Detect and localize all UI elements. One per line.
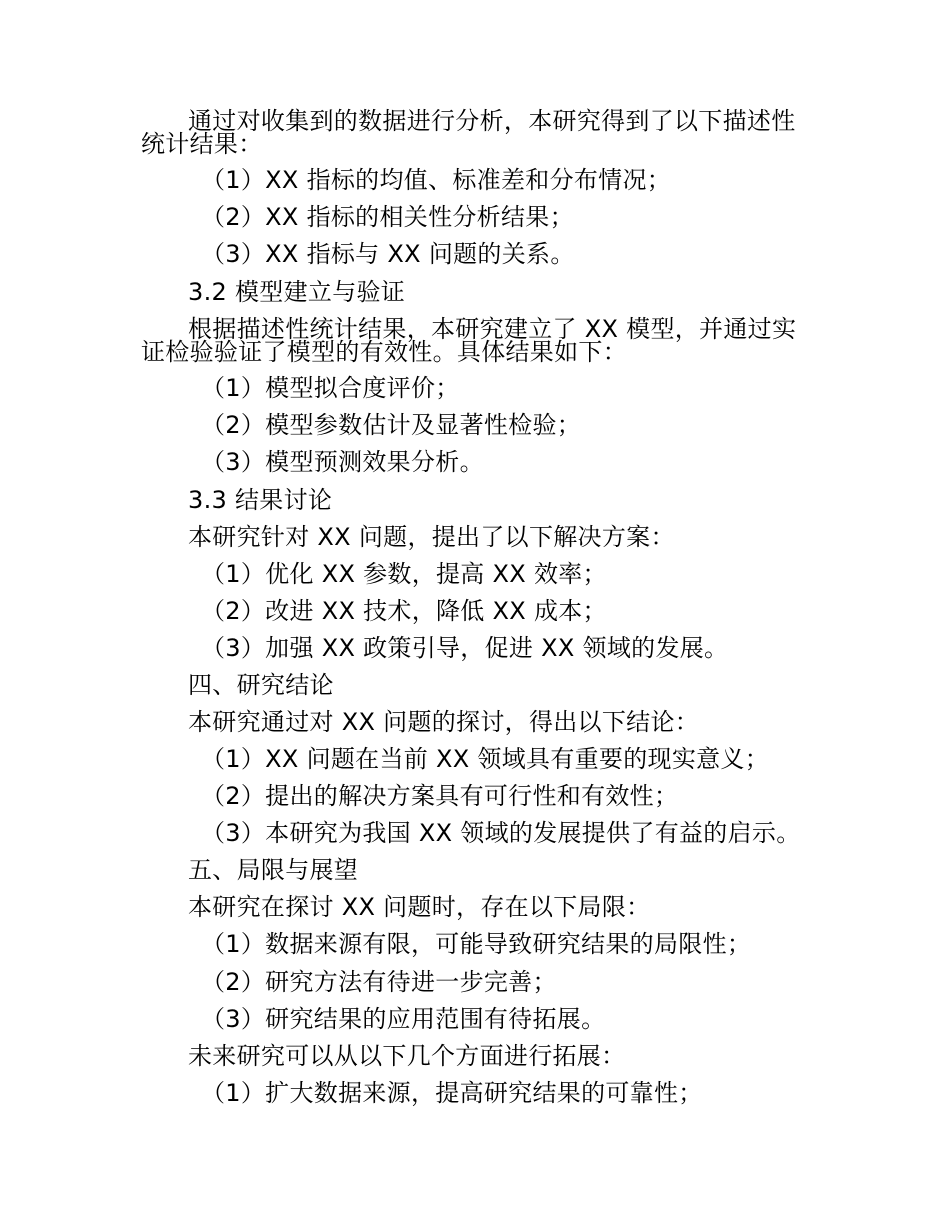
list-item: （3）加强 XX 政策引导，促进 XX 领域的发展。	[201, 634, 729, 662]
list-item: （1）XX 问题在当前 XX 领域具有重要的现实意义；	[201, 745, 770, 773]
paragraph-line: 本研究在探讨 XX 问题时，存在以下局限：	[188, 893, 651, 921]
list-item: （2）研究方法有待进一步完善；	[201, 968, 557, 996]
paragraph-line: 根据描述性统计结果，本研究建立了 XX 模型，并通过实	[188, 315, 797, 343]
paragraph-line: 本研究针对 XX 问题，提出了以下解决方案：	[188, 523, 675, 551]
section-heading: 3.2 模型建立与验证	[188, 278, 406, 306]
list-item: （1）XX 指标的均值、标准差和分布情况；	[201, 166, 672, 194]
section-heading: 五、局限与展望	[188, 856, 359, 884]
list-item: （1）模型拟合度评价；	[201, 374, 460, 402]
list-item: （1）优化 XX 参数，提高 XX 效率；	[201, 560, 607, 588]
list-item: （2）提出的解决方案具有可行性和有效性；	[201, 782, 679, 810]
list-item: （1）扩大数据来源，提高研究结果的可靠性；	[201, 1079, 703, 1107]
list-item: （3）本研究为我国 XX 领域的发展提供了有益的启示。	[201, 819, 801, 847]
paragraph-line: 证检验验证了模型的有效性。具体结果如下：	[141, 338, 627, 366]
paragraph-line: 通过对收集到的数据进行分析，本研究得到了以下描述性	[188, 107, 796, 135]
paragraph-line: 统计结果：	[141, 130, 263, 158]
list-item: （2）XX 指标的相关性分析结果；	[201, 203, 574, 231]
section-heading: 四、研究结论	[188, 671, 334, 699]
list-item: （1）数据来源有限，可能导致研究结果的局限性；	[201, 930, 752, 958]
paragraph-line: 本研究通过对 XX 问题的探讨，得出以下结论：	[188, 708, 700, 736]
paragraph-line: 未来研究可以从以下几个方面进行拓展：	[188, 1042, 626, 1070]
list-item: （2）改进 XX 技术，降低 XX 成本；	[201, 597, 607, 625]
section-heading: 3.3 结果讨论	[188, 486, 333, 514]
list-item: （3）研究结果的应用范围有待拓展。	[201, 1005, 606, 1033]
list-item: （3）XX 指标与 XX 问题的关系。	[201, 240, 575, 268]
list-item: （2）模型参数估计及显著性检验；	[201, 411, 582, 439]
list-item: （3）模型预测效果分析。	[201, 448, 484, 476]
